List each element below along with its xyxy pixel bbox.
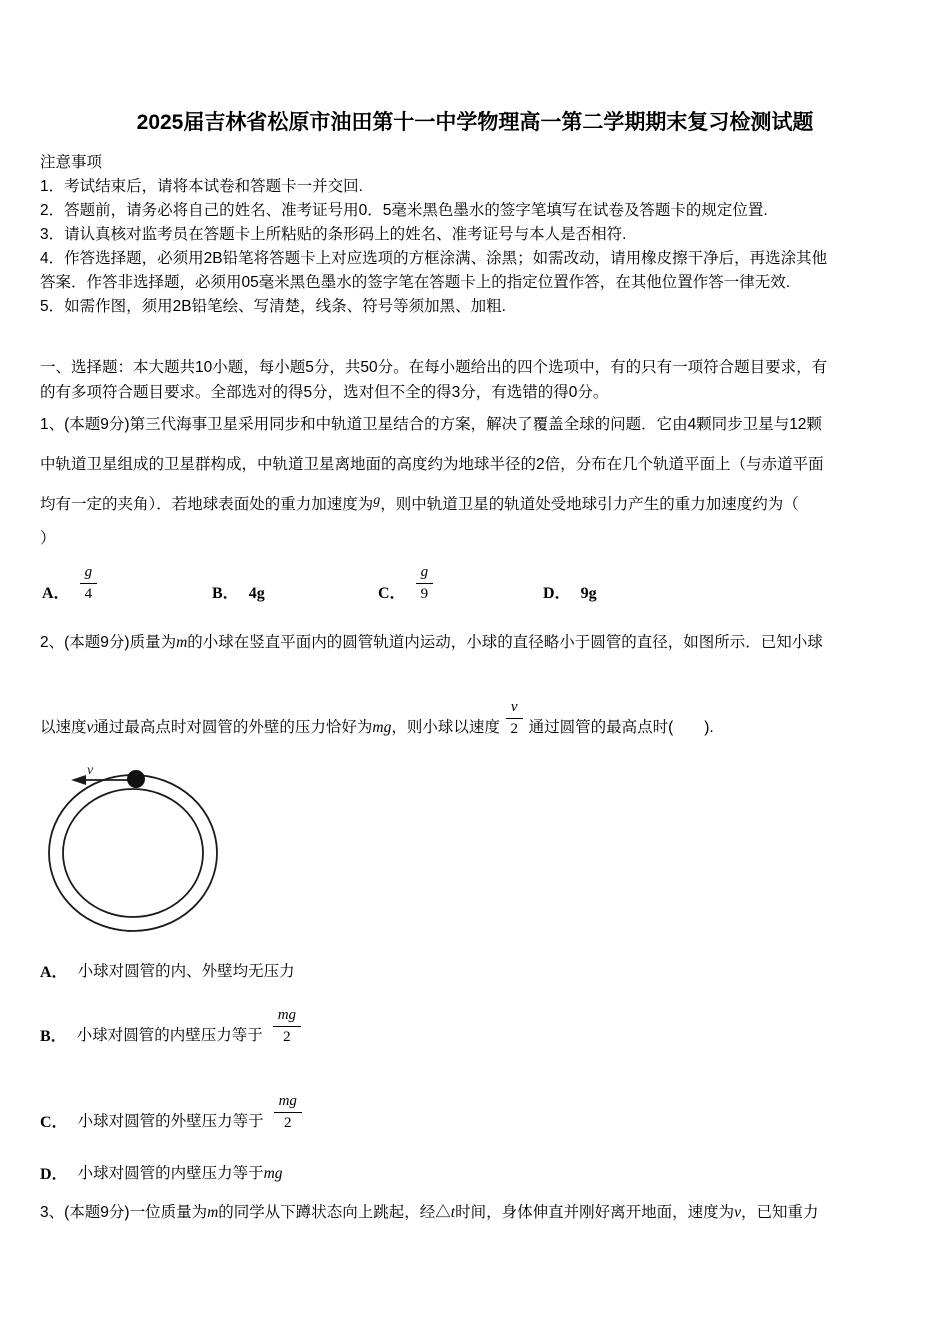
fraction-denominator: 9 <box>420 586 429 602</box>
section-line-1: 一、选择题：本大题共10小题，每小题5分，共50分。在每小题给出的四个选项中，有的只有一项符合题目要求，有 <box>40 359 828 376</box>
velocity-arrowhead-icon <box>71 775 86 785</box>
fraction-g-over-9 <box>416 563 434 604</box>
fraction-mg-over-2 <box>273 1006 301 1047</box>
notice-line-2: 2．答题前，请务必将自己的姓名、准考证号用0．5毫米黑色墨水的签字笔填写在试卷及答题卡的规定位置. <box>40 202 768 219</box>
q1-option-b-label: B． <box>212 585 239 602</box>
tube-outer-circle <box>49 775 217 931</box>
q1-option-d-value: 9g <box>580 585 597 602</box>
fraction-denominator: 2 <box>283 1029 291 1045</box>
fraction-denominator: 2 <box>510 721 518 737</box>
q2-option-b-text: 小球对圆管的内壁压力等于 <box>76 1027 263 1044</box>
notice-line-4: 4．作答选择题，必须用2B铅笔将答题卡上对应选项的方框涂满、涂黑；如需改动，请用橡皮擦干净后，再选涂其他 <box>40 250 828 267</box>
q2-option-d-text: 小球对圆管的内壁压力等于mg <box>77 1165 283 1182</box>
q2-option-c <box>40 1081 910 1133</box>
notice-line-3: 3．请认真核对监考员在答题卡上所粘贴的条形码上的姓名、准考证号与本人是否相符. <box>40 226 627 243</box>
q1-text-line-1: 1、(本题9分)第三代海事卫星采用同步和中轨道卫星结合的方案，解决了覆盖全球的问题．它由4颗同步卫星与12颗 <box>40 416 822 433</box>
q2-option-b-label: B． <box>40 1028 67 1045</box>
q1-option-b-value: 4g <box>248 585 265 602</box>
fraction-v-over-2 <box>506 698 523 739</box>
q2-option-d <box>40 1163 910 1185</box>
q1-option-c-label: C． <box>378 585 406 602</box>
velocity-label: v <box>87 765 94 778</box>
q2-figure <box>45 765 221 933</box>
q2-line2-post: 通过圆管的最高点时( ). <box>528 719 714 736</box>
q1-option-c <box>378 563 433 604</box>
q2-option-a-label: A． <box>40 964 68 981</box>
section-header <box>40 355 910 405</box>
q2-option-d-label: D． <box>40 1166 68 1183</box>
tube-inner-circle <box>63 789 203 917</box>
notice-line-5: 答案．作答非选择题，必须用05毫米黑色墨水的签字笔在答题卡上的指定位置作答，在其他位置作答一律无效. <box>40 274 791 291</box>
fraction-numerator: mg <box>274 1092 302 1113</box>
fraction-numerator: v <box>506 698 523 719</box>
q2-option-c-label: C． <box>40 1114 68 1131</box>
fraction-numerator: g <box>80 563 98 584</box>
q2-text-line-1: 2、(本题9分)质量为m的小球在竖直平面内的圆管轨道内运动，小球的直径略小于圆管的直径，如图所示．已知小球 <box>40 634 823 651</box>
fraction-denominator: 2 <box>284 1115 292 1131</box>
notice-line-6: 5．如需作图，须用2B铅笔绘、写清楚，线条、符号等须加黑、加粗. <box>40 298 506 315</box>
question-1 <box>40 405 910 606</box>
fraction-g-over-4 <box>80 563 98 604</box>
q2-option-b <box>40 995 910 1047</box>
question-2 <box>40 630 910 1185</box>
q1-options-row <box>40 556 910 606</box>
q1-option-d <box>543 584 597 604</box>
section-line-2: 的有多项符合题目要求。全部选对的得5分，选对但不全的得3分，有选错的得0分。 <box>40 384 609 401</box>
fraction-denominator: 4 <box>84 586 93 602</box>
fraction-numerator: g <box>416 563 434 584</box>
question-3-line-1: 3、(本题9分)一位质量为m的同学从下蹲状态向上跳起，经△t时间，身体伸直并刚好离开地面，速度为v，已知重力 <box>40 1204 819 1221</box>
q1-option-b <box>212 584 265 604</box>
q2-line2-pre: 以速度v通过最高点时对圆管的外壁的压力恰好为mg，则小球以速度 <box>40 719 500 736</box>
q2-text-line-2 <box>40 689 910 739</box>
fraction-mg-over-2 <box>274 1092 302 1133</box>
q2-option-a <box>40 961 910 983</box>
q2-option-c-text: 小球对圆管的外壁压力等于 <box>77 1113 264 1130</box>
q1-option-d-label: D． <box>543 585 571 602</box>
q1-text-line-3: 均有一定的夹角）．若地球表面处的重力加速度为g，则中轨道卫星的轨道处受地球引力产生的重力加速度约为（ <box>40 493 799 513</box>
notice-line-1: 1．考试结束后，请将本试卷和答题卡一并交回. <box>40 178 363 195</box>
ball-icon <box>127 770 145 788</box>
q1-text-line-4: ） <box>40 530 56 547</box>
fraction-numerator: mg <box>273 1006 301 1027</box>
q1-option-a <box>42 563 97 604</box>
q2-option-a-text: 小球对圆管的内、外壁均无压力 <box>77 963 295 980</box>
q1-option-a-label: A． <box>42 585 70 602</box>
notice-heading: 注意事项 <box>40 154 103 171</box>
page-title: 2025届吉林省松原市油田第十一中学物理高一第二学期期末复习检测试题 <box>136 111 814 134</box>
q1-text-line-2: 中轨道卫星组成的卫星群构成，中轨道卫星离地面的高度约为地球半径的2倍，分布在几个轨道平面上（与赤道平面 <box>40 456 824 473</box>
